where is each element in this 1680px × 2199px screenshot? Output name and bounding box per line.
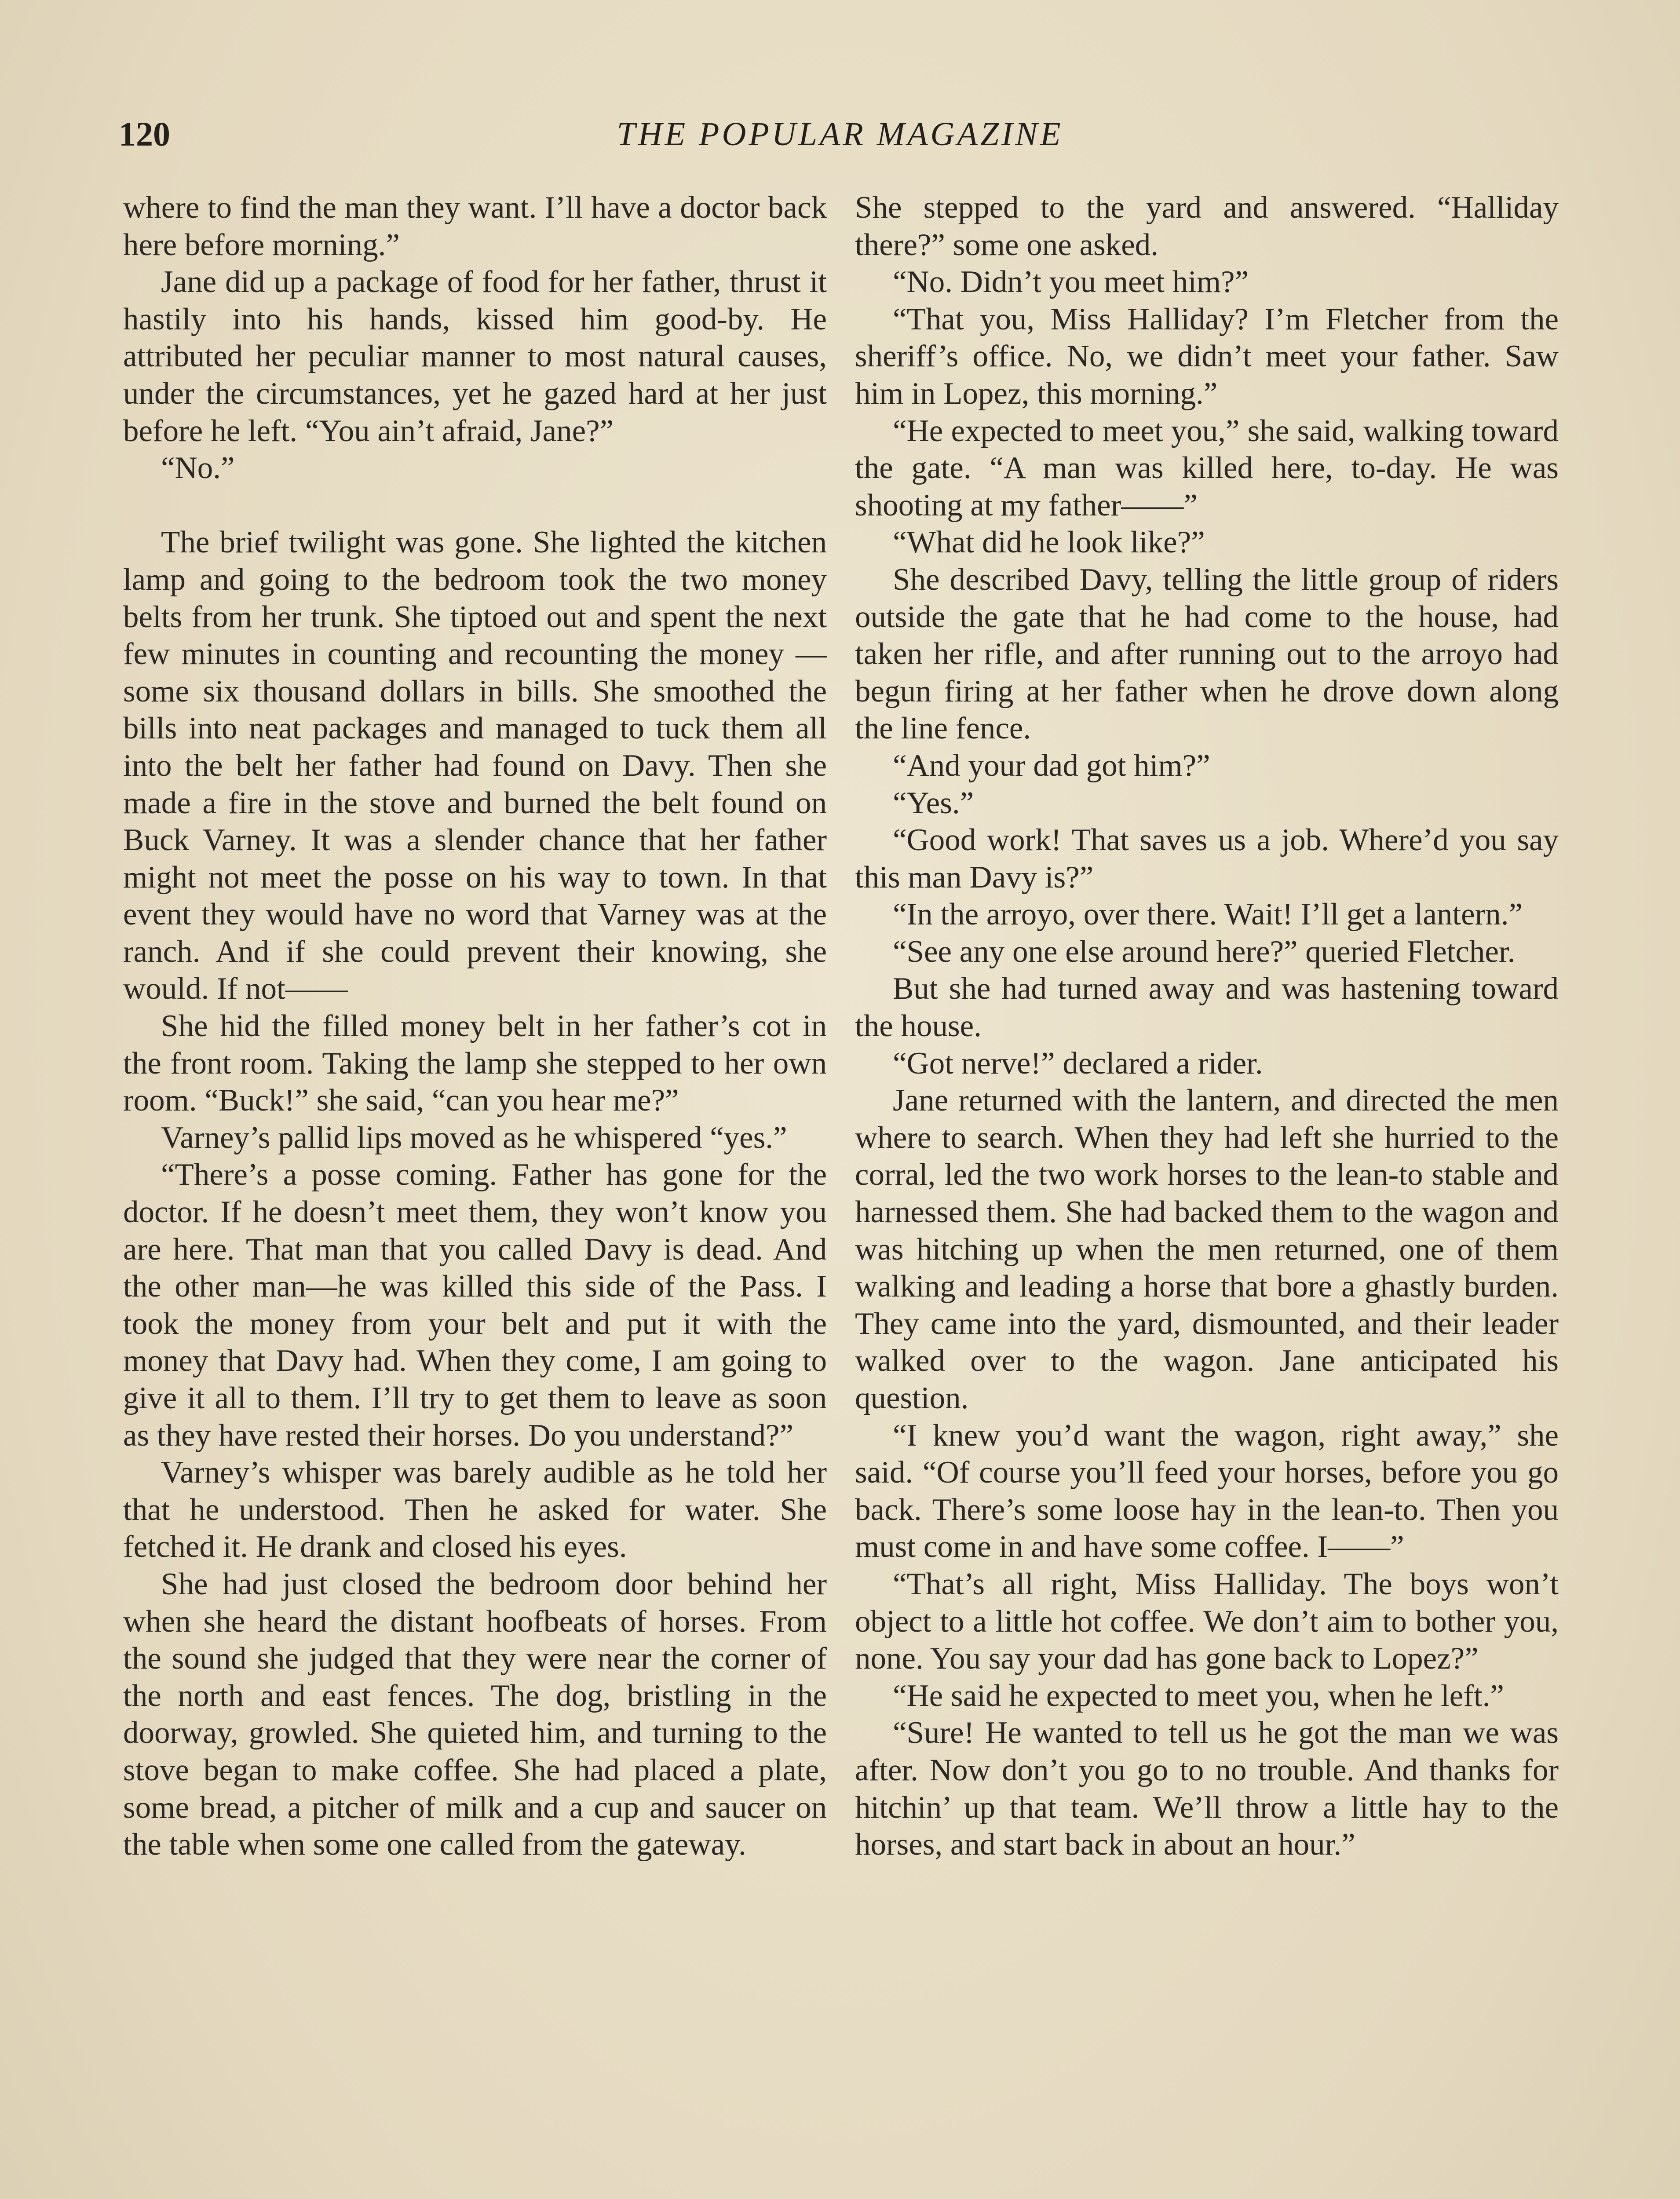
paragraph: “There’s a posse coming. Father has gone for the doctor. If he doesn’t meet them, they won’t know you are here. That man that you called Davy is dead. And the other man—he was killed this side of the Pass. I took the money from your belt and put it with the money that Davy had. When they come, I am going to give it all to them. I’ll try to get them to leave as soon as they have rested their horses. Do you understand?” (123, 1158, 827, 1453)
paragraph: “In the arroyo, over there. Wait! I’ll get a lantern.” (893, 897, 1523, 932)
paragraph: “And your dad got him?” (893, 748, 1210, 783)
paragraph: “Good work! That saves us a job. Where’d you say this man Davy is?” (855, 823, 1559, 895)
paragraph: “Got nerve!” declared a rider. (893, 1046, 1263, 1081)
paragraph: “Yes.” (893, 785, 974, 820)
paragraph: But she had turned away and was hastening toward the house. (855, 972, 1559, 1044)
paragraph: “He said he expected to meet you, when he left.” (893, 1678, 1504, 1713)
left-column (123, 189, 827, 1863)
paragraph: “That’s all right, Miss Halliday. The boys won’t object to a little hot coffee. We don’t aim to bother you, none. You say your dad has gone back to Lopez?” (855, 1567, 1559, 1676)
paragraph: She had just closed the bedroom door behind her when she heard the distant hoofbeats of horses. From the sound she judged that they were near the corner of the north and east fences. The dog, bristling in the doorway, growled. She quieted him, and turning to the stove began to make coffee. She had placed a plate, some bread, a pitcher of milk and a cup and saucer on the table when some one called from the gateway. (123, 1567, 827, 1862)
paragraph: “Sure! He wanted to tell us he got the man we was after. Now don’t you go to no trouble. And thanks for hitchin’ up that team. We’ll throw a little hay to the horses, and start back in about an hour.” (855, 1716, 1559, 1862)
paragraph: The brief twilight was gone. She lighted the kitchen lamp and going to the bedroom took the two money belts from her trunk. She tiptoed out and spent the next few minutes in counting and recounting the money —some six thousand dollars in bills. She smoothed the bills into neat packages and managed to tuck them all into the belt her father had found on Davy. Then she made a fire in the stove and burned the belt found on Buck Varney. It was a slender chance that her father might not meet the posse on his way to town. In that event they would have no word that Varney was at the ranch. And if she could prevent their knowing, she would. If not—— (123, 525, 827, 1006)
paragraph: She stepped to the yard and answered. “Halliday there?” some one asked. (855, 190, 1559, 262)
paragraph: Jane did up a package of food for her father, thrust it hastily into his hands, kissed him good-by. He attributed her peculiar manner to most natural causes, under the circumstances, yet he gazed hard at her just before he left. “You ain’t afraid, Jane?” (123, 265, 827, 448)
paragraph: “No. Didn’t you meet him?” (893, 265, 1249, 300)
page-header (119, 110, 1561, 158)
paragraph: She described Davy, telling the little group of riders outside the gate that he had come to the house, had taken her rifle, and after running out to the arroyo had begun firing at her father when he drove down along the line fence. (855, 562, 1559, 746)
paragraph: “What did he look like?” (893, 525, 1205, 560)
paragraph: “That you, Miss Halliday? I’m Fletcher from the sheriff’s office. No, we didn’t meet your father. Saw him in Lopez, this morning.” (855, 302, 1559, 411)
running-title: THE POPULAR MAGAZINE (617, 116, 1063, 153)
paragraph: “I knew you’d want the wagon, right away,” she said. “Of course you’ll feed your horses, before you go back. There’s some loose hay in the lean-to. Then you must come in and have some coffee. I——” (855, 1418, 1559, 1564)
right-column (855, 189, 1559, 1863)
paragraph: Varney’s whisper was barely audible as he told her that he understood. Then he asked for water. She fetched it. He drank and closed his eyes. (123, 1455, 827, 1564)
paragraph: “See any one else around here?” queried Fletcher. (893, 934, 1516, 969)
paragraph: Jane returned with the lantern, and directed the men where to search. When they had left she hurried to the corral, led the two work horses to the lean-to stable and harnessed them. She had backed them to the wagon and was hitching up when the men returned, one of them walking and leading a horse that bore a ghastly burden. They came into the yard, dismounted, and their leader walked over to the wagon. Jane anticipated his question. (855, 1083, 1559, 1415)
paragraph: She hid the filled money belt in her father’s cot in the front room. Taking the lamp she stepped to her own room. “Buck!” she said, “can you hear me?” (123, 1009, 827, 1118)
paragraph: “No.” (161, 451, 235, 486)
paragraph: Varney’s pallid lips moved as he whispered “yes.” (161, 1120, 787, 1155)
paragraph: where to find the man they want. I’ll have a doctor back here before morning.” (123, 190, 827, 262)
page-number: 120 (119, 115, 170, 153)
paragraph: “He expected to meet you,” she said, walking toward the gate. “A man was killed here, to-day. He was shooting at my father——” (855, 413, 1559, 522)
